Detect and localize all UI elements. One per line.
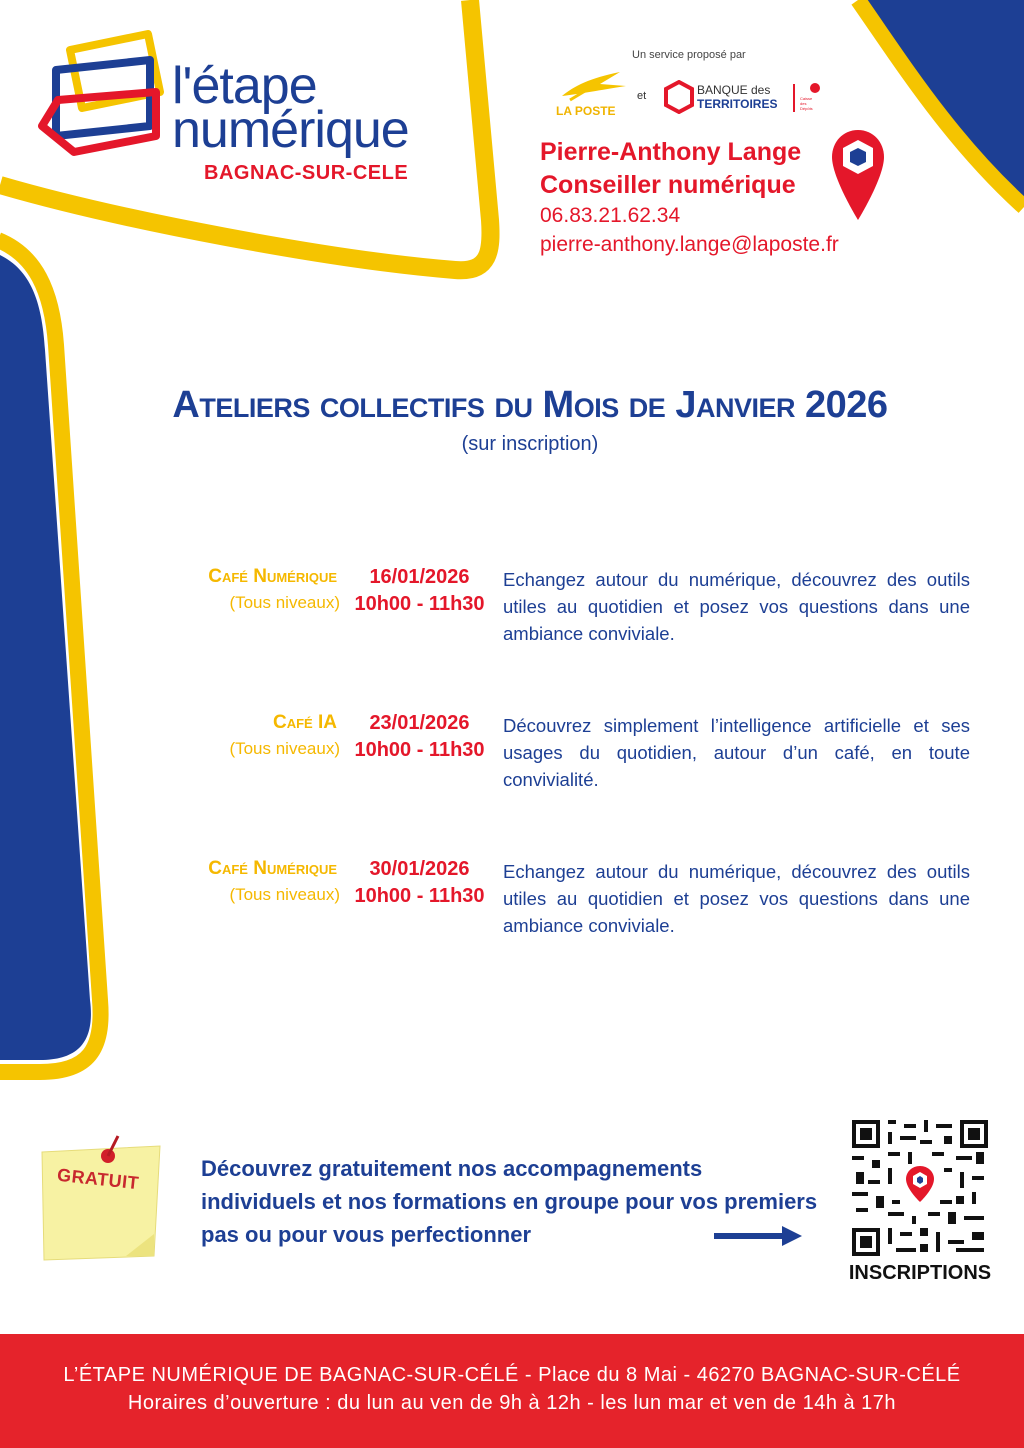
banque-territoires-hexagon-icon: [664, 80, 694, 114]
footer-bar: [0, 1334, 1024, 1448]
workshop-name: Café Numérique: [208, 566, 337, 587]
workshop-description: Echangez autour du numérique, découvrez des outils utiles au quotidien et posez vos questions dans une ambiance conviviale.: [503, 569, 970, 644]
workshop-row: [0, 712, 1024, 802]
promo-text: Découvrez gratuitement nos accompagnements individuels et nos formations en groupe pour vos premiers pas ou pour vous perfectionner: [201, 1156, 818, 1247]
logo-line1: l'étape: [172, 57, 317, 115]
service-text: Un service proposé par: [632, 49, 746, 61]
workshop-description: Découvrez simplement l’intelligence artificielle et ses usages du quotidien, autour d’un café, en toute convivialité.: [503, 715, 970, 790]
qr-code[interactable]: [848, 1116, 992, 1260]
contact-role: Conseiller numérique: [540, 171, 796, 199]
gratuit-label: GRATUIT: [56, 1164, 141, 1194]
caisse-depots-logo-icon: [806, 82, 824, 94]
workshop-row: [0, 566, 1024, 656]
page-title: Ateliers collectifs du Mois de Janvier 2026: [172, 384, 888, 426]
workshop-description: Echangez autour du numérique, découvrez des outils utiles au quotidien et posez vos questions dans une ambiance conviviale.: [503, 861, 970, 936]
workshop-date: 30/01/2026: [369, 858, 470, 880]
partner-divider: [793, 84, 795, 112]
workshop-level: (Tous niveaux): [229, 593, 340, 612]
laposte-label: LA POSTE: [556, 104, 616, 118]
banque-territoires-bottom: TERRITOIRES: [697, 97, 778, 111]
page-subtitle: (sur inscription): [461, 433, 599, 455]
location-pin-icon: [830, 128, 886, 224]
contact-email[interactable]: pierre-anthony.lange@laposte.fr: [540, 233, 839, 256]
caisse-depots-label: Caisse des Dépôts: [800, 96, 813, 111]
footer-hours: Horaires d’ouverture : du lun au ven de 9h à 12h - les lun mar et ven de 14h à 17h: [127, 1392, 897, 1414]
etape-numerique-logo-icon: [38, 28, 168, 158]
workshop-name: Café Numérique: [208, 858, 337, 879]
banque-territoires-top: BANQUE des: [697, 83, 771, 97]
workshop-row: [0, 858, 1024, 948]
qr-caption: INSCRIPTIONS: [848, 1262, 992, 1284]
contact-name: Pierre-Anthony Lange: [540, 138, 802, 166]
sticky-note-icon: [36, 1134, 166, 1266]
workshop-date: 23/01/2026: [369, 712, 470, 734]
workshop-date: 16/01/2026: [369, 566, 470, 588]
workshop-time: 10h00 - 11h30: [354, 593, 485, 615]
footer-address: L’ÉTAPE NUMÉRIQUE DE BAGNAC-SUR-CÉLÉ - Place du 8 Mai - 46270 BAGNAC-SUR-CÉLÉ: [63, 1364, 961, 1386]
contact-phone[interactable]: 06.83.21.62.34: [540, 204, 681, 227]
workshop-time: 10h00 - 11h30: [354, 885, 485, 907]
logo-title: [172, 57, 409, 159]
workshop-time: 10h00 - 11h30: [354, 739, 485, 761]
arrow-right-icon: [714, 1226, 802, 1246]
logo-city: BAGNAC-SUR-CELE: [204, 162, 409, 184]
et-label: et: [637, 90, 647, 102]
laposte-bird-icon: [560, 66, 630, 102]
workshop-name: Café IA: [273, 712, 337, 733]
logo-line2: numérique: [172, 101, 409, 159]
workshop-level: (Tous niveaux): [229, 739, 340, 758]
workshop-level: (Tous niveaux): [229, 885, 340, 904]
